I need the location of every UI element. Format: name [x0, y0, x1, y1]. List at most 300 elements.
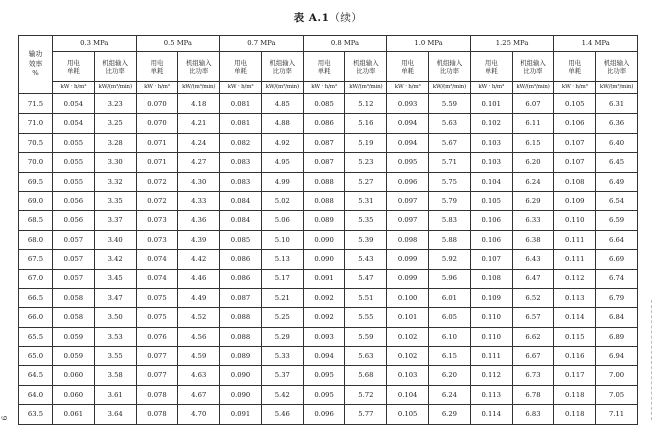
- specific-power-cell: 5.21: [261, 288, 303, 307]
- efficiency-cell: 66.0: [19, 308, 53, 327]
- specific-power-cell: 6.54: [596, 191, 638, 210]
- power-consumption-header: [387, 52, 429, 82]
- power-consumption-cell: 0.060: [53, 385, 95, 404]
- specific-power-cell: 5.63: [429, 114, 471, 133]
- power-consumption-header-line: 单耗: [150, 66, 164, 75]
- power-consumption-cell: 0.059: [53, 327, 95, 346]
- specific-power-header: [596, 52, 638, 82]
- table-row: [19, 366, 638, 385]
- specific-power-cell: 4.99: [261, 172, 303, 191]
- specific-power-cell: 5.63: [345, 347, 387, 366]
- specific-power-unit: kW/(m³/min): [261, 82, 303, 94]
- power-consumption-cell: 0.118: [554, 405, 596, 424]
- specific-power-cell: 4.36: [178, 211, 220, 230]
- power-consumption-unit: kW · h/m³: [136, 82, 178, 94]
- table-row: [19, 153, 638, 172]
- efficiency-header-line2: 效率: [28, 59, 43, 68]
- specific-power-unit: kW/(m³/min): [94, 82, 136, 94]
- specific-power-header-line: 机组输入: [102, 58, 128, 67]
- table-row: [19, 114, 638, 133]
- specific-power-cell: 3.55: [94, 347, 136, 366]
- power-consumption-cell: 0.092: [303, 308, 345, 327]
- power-consumption-cell: 0.114: [470, 405, 512, 424]
- efficiency-cell: 69.5: [19, 172, 53, 191]
- power-consumption-cell: 0.105: [470, 191, 512, 210]
- power-consumption-cell: 0.056: [53, 211, 95, 230]
- specific-power-header-line: 机组输入: [185, 58, 212, 67]
- power-consumption-header-line: 单耗: [401, 66, 415, 75]
- efficiency-cell: 71.5: [19, 94, 53, 114]
- specific-power-header-line: 比功率: [189, 66, 209, 75]
- power-consumption-header-line: 用电: [150, 58, 164, 67]
- specific-power-cell: 6.24: [512, 172, 554, 191]
- power-consumption-unit: kW · h/m³: [387, 82, 429, 94]
- specific-power-cell: 6.62: [512, 327, 554, 346]
- specific-power-cell: 4.42: [178, 250, 220, 269]
- specific-power-cell: 6.69: [596, 250, 638, 269]
- power-consumption-cell: 0.099: [387, 250, 429, 269]
- power-consumption-cell: 0.059: [53, 347, 95, 366]
- power-consumption-cell: 0.055: [53, 133, 95, 152]
- specific-power-cell: 6.45: [596, 153, 638, 172]
- power-consumption-cell: 0.092: [303, 288, 345, 307]
- specific-power-cell: 4.39: [178, 230, 220, 249]
- power-consumption-cell: 0.061: [53, 405, 95, 424]
- power-consumption-cell: 0.078: [136, 405, 178, 424]
- power-consumption-cell: 0.109: [470, 288, 512, 307]
- power-consumption-cell: 0.095: [303, 385, 345, 404]
- specific-power-cell: 6.07: [512, 94, 554, 114]
- specific-power-cell: 7.11: [596, 405, 638, 424]
- specific-power-cell: 4.88: [261, 114, 303, 133]
- binding-edge: [649, 300, 652, 420]
- power-consumption-cell: 0.117: [554, 366, 596, 385]
- power-consumption-cell: 0.078: [136, 385, 178, 404]
- specific-power-cell: 5.37: [261, 366, 303, 385]
- power-consumption-header-line: 用电: [317, 58, 331, 67]
- power-consumption-cell: 0.106: [554, 114, 596, 133]
- table-title-main: 表 A.1: [293, 12, 330, 24]
- power-consumption-cell: 0.103: [387, 366, 429, 385]
- power-consumption-cell: 0.074: [136, 250, 178, 269]
- power-consumption-cell: 0.107: [554, 133, 596, 152]
- specific-power-cell: 6.33: [512, 211, 554, 230]
- specific-power-cell: 5.19: [345, 133, 387, 152]
- power-consumption-unit: kW · h/m³: [220, 82, 262, 94]
- specific-power-unit: kW/(m³/min): [429, 82, 471, 94]
- specific-power-cell: 6.64: [596, 230, 638, 249]
- power-consumption-cell: 0.090: [220, 385, 262, 404]
- power-consumption-cell: 0.103: [470, 133, 512, 152]
- table-row: [19, 230, 638, 249]
- power-consumption-cell: 0.083: [220, 172, 262, 191]
- efficiency-header-line1: 输功: [28, 49, 43, 58]
- specific-power-cell: 5.79: [429, 191, 471, 210]
- power-consumption-cell: 0.082: [220, 133, 262, 152]
- specific-power-cell: 5.92: [429, 250, 471, 269]
- power-consumption-cell: 0.085: [303, 94, 345, 114]
- specific-power-cell: 6.40: [596, 133, 638, 152]
- specific-power-cell: 3.28: [94, 133, 136, 152]
- power-consumption-cell: 0.070: [136, 94, 178, 114]
- power-consumption-cell: 0.077: [136, 366, 178, 385]
- efficiency-header-unit: %: [32, 69, 39, 78]
- table-row: [19, 288, 638, 307]
- specific-power-cell: 3.45: [94, 269, 136, 288]
- specific-power-cell: 6.29: [429, 405, 471, 424]
- specific-power-cell: 6.11: [512, 114, 554, 133]
- specific-power-cell: 5.17: [261, 269, 303, 288]
- specific-power-cell: 6.24: [429, 385, 471, 404]
- table-row: [19, 172, 638, 191]
- power-consumption-cell: 0.088: [303, 191, 345, 210]
- power-consumption-cell: 0.110: [470, 327, 512, 346]
- power-consumption-cell: 0.088: [303, 172, 345, 191]
- efficiency-cell: 71.0: [19, 114, 53, 133]
- power-consumption-cell: 0.102: [387, 347, 429, 366]
- efficiency-cell: 69.0: [19, 191, 53, 210]
- power-consumption-cell: 0.089: [303, 211, 345, 230]
- power-consumption-cell: 0.088: [220, 308, 262, 327]
- table-row: [19, 211, 638, 230]
- power-consumption-cell: 0.057: [53, 230, 95, 249]
- specific-power-header-line: 机组输入: [603, 58, 630, 67]
- power-consumption-cell: 0.088: [220, 327, 262, 346]
- power-consumption-cell: 0.072: [136, 172, 178, 191]
- power-consumption-cell: 0.094: [303, 347, 345, 366]
- power-consumption-cell: 0.056: [53, 191, 95, 210]
- table-row: [19, 94, 638, 114]
- efficiency-cell: 68.5: [19, 211, 53, 230]
- specific-power-header-line: 比功率: [105, 66, 125, 75]
- specific-power-header-line: 比功率: [439, 66, 459, 75]
- specific-power-cell: 3.47: [94, 288, 136, 307]
- power-consumption-header-line: 用电: [401, 58, 415, 67]
- specific-power-cell: 4.67: [178, 385, 220, 404]
- power-consumption-cell: 0.055: [53, 153, 95, 172]
- power-consumption-cell: 0.106: [470, 230, 512, 249]
- power-consumption-cell: 0.077: [136, 347, 178, 366]
- power-consumption-cell: 0.098: [387, 230, 429, 249]
- power-consumption-unit: kW · h/m³: [303, 82, 345, 94]
- power-consumption-cell: 0.100: [387, 288, 429, 307]
- specific-power-cell: 3.61: [94, 385, 136, 404]
- power-consumption-cell: 0.072: [136, 191, 178, 210]
- power-consumption-cell: 0.081: [220, 94, 262, 114]
- power-consumption-header: [53, 52, 95, 82]
- specific-power-cell: 5.43: [345, 250, 387, 269]
- efficiency-cell: 63.5: [19, 405, 53, 424]
- efficiency-cell: 64.0: [19, 385, 53, 404]
- power-consumption-cell: 0.111: [554, 230, 596, 249]
- power-consumption-header-line: 单耗: [317, 66, 331, 75]
- specific-power-cell: 5.51: [345, 288, 387, 307]
- power-consumption-cell: 0.070: [136, 114, 178, 133]
- specific-power-cell: 5.39: [345, 230, 387, 249]
- pressure-header: 0.3 MPa: [53, 36, 137, 52]
- power-consumption-header-line: 用电: [67, 58, 80, 67]
- unit-header-row: [19, 82, 638, 94]
- specific-power-cell: 3.23: [94, 94, 136, 114]
- specific-power-header-line: 比功率: [356, 66, 376, 75]
- power-consumption-header: [470, 52, 512, 82]
- power-consumption-cell: 0.102: [470, 114, 512, 133]
- specific-power-cell: 6.74: [596, 269, 638, 288]
- specific-power-cell: 4.49: [178, 288, 220, 307]
- power-consumption-cell: 0.096: [387, 172, 429, 191]
- power-consumption-header-line: 单耗: [67, 66, 80, 75]
- specific-power-cell: 3.40: [94, 230, 136, 249]
- specific-power-header-line: 机组输入: [353, 58, 379, 67]
- power-consumption-cell: 0.086: [220, 250, 262, 269]
- power-consumption-header-line: 用电: [234, 58, 247, 67]
- power-consumption-cell: 0.110: [554, 211, 596, 230]
- power-consumption-header-line: 单耗: [568, 66, 582, 75]
- power-consumption-cell: 0.084: [220, 191, 262, 210]
- specific-power-cell: 4.33: [178, 191, 220, 210]
- power-consumption-cell: 0.096: [303, 405, 345, 424]
- power-consumption-cell: 0.083: [220, 153, 262, 172]
- specific-power-cell: 6.57: [512, 308, 554, 327]
- specific-power-cell: 6.15: [512, 133, 554, 152]
- power-consumption-cell: 0.099: [387, 269, 429, 288]
- power-consumption-cell: 0.058: [53, 308, 95, 327]
- specific-power-cell: 6.15: [429, 347, 471, 366]
- power-consumption-cell: 0.075: [136, 288, 178, 307]
- specific-power-cell: 3.25: [94, 114, 136, 133]
- power-consumption-header: [554, 52, 596, 82]
- specific-power-cell: 3.64: [94, 405, 136, 424]
- power-consumption-cell: 0.101: [387, 308, 429, 327]
- specific-power-header: [178, 52, 220, 82]
- table-row: [19, 327, 638, 346]
- specific-power-cell: 4.46: [178, 269, 220, 288]
- specific-power-cell: 3.37: [94, 211, 136, 230]
- specific-power-header: [429, 52, 471, 82]
- specific-power-cell: 6.89: [596, 327, 638, 346]
- specific-power-cell: 6.36: [596, 114, 638, 133]
- power-consumption-cell: 0.093: [387, 94, 429, 114]
- specific-power-cell: 5.42: [261, 385, 303, 404]
- specific-power-cell: 6.84: [596, 308, 638, 327]
- pressure-header: 0.7 MPa: [220, 36, 304, 52]
- pressure-header: 0.8 MPa: [303, 36, 387, 52]
- specific-power-cell: 5.33: [261, 347, 303, 366]
- power-consumption-cell: 0.054: [53, 94, 95, 114]
- power-consumption-cell: 0.057: [53, 250, 95, 269]
- specific-power-cell: 4.56: [178, 327, 220, 346]
- table-title: [0, 10, 656, 25]
- specific-power-cell: 3.53: [94, 327, 136, 346]
- specific-power-cell: 4.18: [178, 94, 220, 114]
- power-consumption-cell: 0.087: [303, 133, 345, 152]
- specific-power-cell: 4.30: [178, 172, 220, 191]
- table-row: [19, 269, 638, 288]
- specific-power-cell: 6.49: [596, 172, 638, 191]
- specific-power-cell: 3.35: [94, 191, 136, 210]
- power-consumption-cell: 0.118: [554, 385, 596, 404]
- specific-power-cell: 5.96: [429, 269, 471, 288]
- table-row: [19, 250, 638, 269]
- power-consumption-cell: 0.104: [470, 172, 512, 191]
- efficiency-header: [19, 36, 53, 94]
- power-consumption-cell: 0.073: [136, 230, 178, 249]
- power-consumption-cell: 0.089: [220, 347, 262, 366]
- specific-power-cell: 6.94: [596, 347, 638, 366]
- specific-power-cell: 5.10: [261, 230, 303, 249]
- power-consumption-unit: kW · h/m³: [470, 82, 512, 94]
- specific-power-header-line: 比功率: [523, 66, 543, 75]
- specific-power-cell: 4.27: [178, 153, 220, 172]
- specific-power-header: [512, 52, 554, 82]
- specific-power-cell: 5.46: [261, 405, 303, 424]
- specific-power-cell: 4.21: [178, 114, 220, 133]
- specific-power-cell: 6.59: [596, 211, 638, 230]
- power-consumption-cell: 0.103: [470, 153, 512, 172]
- efficiency-cell: 64.5: [19, 366, 53, 385]
- power-consumption-cell: 0.087: [220, 288, 262, 307]
- specific-power-cell: 3.30: [94, 153, 136, 172]
- power-consumption-cell: 0.091: [220, 405, 262, 424]
- table-row: [19, 308, 638, 327]
- power-consumption-cell: 0.113: [554, 288, 596, 307]
- power-consumption-cell: 0.086: [220, 269, 262, 288]
- specific-power-cell: 5.72: [345, 385, 387, 404]
- pressure-header: 1.4 MPa: [554, 36, 638, 52]
- power-consumption-cell: 0.115: [554, 327, 596, 346]
- power-consumption-cell: 0.095: [387, 153, 429, 172]
- pressure-header: 1.25 MPa: [470, 36, 554, 52]
- specific-power-cell: 6.31: [596, 94, 638, 114]
- specific-power-unit: kW/(m³/min): [512, 82, 554, 94]
- specific-power-cell: 6.52: [512, 288, 554, 307]
- power-consumption-cell: 0.097: [387, 211, 429, 230]
- power-consumption-cell: 0.085: [220, 230, 262, 249]
- specific-power-cell: 5.02: [261, 191, 303, 210]
- specific-power-cell: 6.47: [512, 269, 554, 288]
- power-consumption-cell: 0.074: [136, 269, 178, 288]
- power-consumption-cell: 0.102: [387, 327, 429, 346]
- efficiency-cell: 70.5: [19, 133, 53, 152]
- table-title-suffix: （续）: [329, 12, 363, 24]
- specific-power-cell: 5.27: [345, 172, 387, 191]
- power-consumption-cell: 0.090: [303, 250, 345, 269]
- power-consumption-header: [220, 52, 262, 82]
- specific-power-cell: 6.67: [512, 347, 554, 366]
- efficiency-cell: 68.0: [19, 230, 53, 249]
- table-row: [19, 133, 638, 152]
- power-consumption-cell: 0.097: [387, 191, 429, 210]
- specific-power-cell: 5.06: [261, 211, 303, 230]
- specific-power-header-line: 比功率: [606, 66, 627, 75]
- specific-power-cell: 5.59: [429, 94, 471, 114]
- specific-power-cell: 5.35: [345, 211, 387, 230]
- power-consumption-cell: 0.076: [136, 327, 178, 346]
- power-consumption-cell: 0.105: [554, 94, 596, 114]
- specific-power-cell: 5.29: [261, 327, 303, 346]
- power-consumption-cell: 0.113: [470, 385, 512, 404]
- power-consumption-cell: 0.090: [303, 230, 345, 249]
- specific-power-cell: 4.95: [261, 153, 303, 172]
- specific-power-cell: 6.01: [429, 288, 471, 307]
- power-consumption-cell: 0.071: [136, 133, 178, 152]
- specific-power-cell: 5.71: [429, 153, 471, 172]
- efficiency-cell: 66.5: [19, 288, 53, 307]
- specific-power-cell: 4.63: [178, 366, 220, 385]
- specific-power-cell: 6.10: [429, 327, 471, 346]
- power-consumption-cell: 0.090: [220, 366, 262, 385]
- specific-power-cell: 5.31: [345, 191, 387, 210]
- pressure-header-row: [19, 36, 638, 52]
- power-consumption-header-line: 单耗: [234, 66, 247, 75]
- efficiency-cell: 70.0: [19, 153, 53, 172]
- specific-power-cell: 4.52: [178, 308, 220, 327]
- power-consumption-cell: 0.081: [220, 114, 262, 133]
- power-consumption-cell: 0.087: [303, 153, 345, 172]
- specific-power-cell: 6.83: [512, 405, 554, 424]
- pressure-header: 0.5 MPa: [136, 36, 220, 52]
- power-consumption-cell: 0.105: [387, 405, 429, 424]
- specific-power-cell: 4.24: [178, 133, 220, 152]
- table-body: [19, 94, 638, 425]
- power-consumption-cell: 0.104: [387, 385, 429, 404]
- power-consumption-cell: 0.094: [387, 133, 429, 152]
- specific-power-cell: 7.05: [596, 385, 638, 404]
- specific-power-cell: 6.38: [512, 230, 554, 249]
- specific-power-cell: 6.05: [429, 308, 471, 327]
- specific-power-header: [94, 52, 136, 82]
- power-consumption-cell: 0.091: [303, 269, 345, 288]
- specific-power-cell: 5.67: [429, 133, 471, 152]
- power-consumption-cell: 0.107: [470, 250, 512, 269]
- specific-power-cell: 5.13: [261, 250, 303, 269]
- power-consumption-cell: 0.086: [303, 114, 345, 133]
- power-consumption-cell: 0.108: [554, 172, 596, 191]
- table-row: [19, 405, 638, 424]
- specific-power-cell: 4.85: [261, 94, 303, 114]
- specific-power-cell: 5.12: [345, 94, 387, 114]
- power-consumption-cell: 0.108: [470, 269, 512, 288]
- power-consumption-cell: 0.111: [554, 250, 596, 269]
- specific-power-cell: 4.70: [178, 405, 220, 424]
- specific-power-cell: 5.68: [345, 366, 387, 385]
- specific-power-cell: 6.20: [512, 153, 554, 172]
- power-consumption-cell: 0.109: [554, 191, 596, 210]
- power-consumption-cell: 0.084: [220, 211, 262, 230]
- power-consumption-cell: 0.093: [303, 327, 345, 346]
- power-consumption-cell: 0.071: [136, 153, 178, 172]
- table-row: [19, 347, 638, 366]
- efficiency-cell: 67.5: [19, 250, 53, 269]
- specific-power-cell: 5.83: [429, 211, 471, 230]
- specific-power-unit: kW/(m³/min): [596, 82, 638, 94]
- specific-power-cell: 5.88: [429, 230, 471, 249]
- specific-power-cell: 6.43: [512, 250, 554, 269]
- power-consumption-cell: 0.107: [554, 153, 596, 172]
- specific-power-cell: 3.32: [94, 172, 136, 191]
- specific-power-header-line: 机组输入: [269, 58, 296, 67]
- power-consumption-cell: 0.094: [387, 114, 429, 133]
- specific-power-header-line: 比功率: [272, 66, 292, 75]
- specific-power-cell: 5.25: [261, 308, 303, 327]
- specific-power-cell: 5.55: [345, 308, 387, 327]
- power-consumption-unit: kW · h/m³: [53, 82, 95, 94]
- table-row: [19, 385, 638, 404]
- power-consumption-unit: kW · h/m³: [554, 82, 596, 94]
- power-consumption-header: [136, 52, 178, 82]
- power-consumption-cell: 0.110: [470, 308, 512, 327]
- specific-power-cell: 3.58: [94, 366, 136, 385]
